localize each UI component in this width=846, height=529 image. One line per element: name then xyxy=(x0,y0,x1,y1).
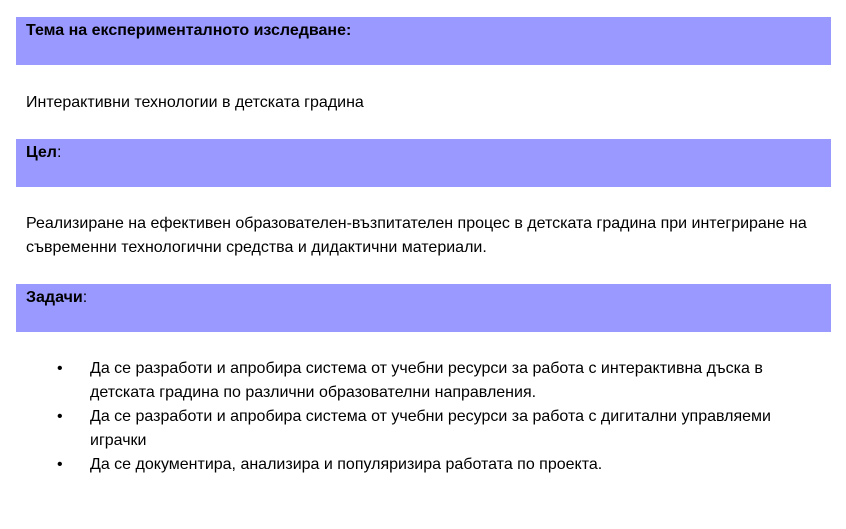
bullet-icon: • xyxy=(57,408,63,425)
goal-heading-colon: : xyxy=(56,144,62,161)
bullet-icon: • xyxy=(57,360,63,377)
goal-heading: Цел xyxy=(26,144,57,161)
goal-text: Реализиране на ефективен образователен-възпитателен процес в детската градина при интегриране на съвременни технологични средства и дидактични материали. xyxy=(26,215,807,256)
list-item xyxy=(55,357,795,405)
topic-heading-band xyxy=(16,17,831,65)
task-text: Да се разработи и апробира система от учебни ресурси за работа с интерактивна дъска в детската градина по различни образователни направления. xyxy=(90,360,763,401)
task-text: Да се документира, анализира и популяризира работата по проекта. xyxy=(90,456,603,473)
tasks-heading: Задачи xyxy=(26,289,83,306)
goal-heading-band xyxy=(16,139,831,187)
tasks-list xyxy=(55,357,795,477)
list-item xyxy=(55,405,795,453)
list-item xyxy=(55,453,795,477)
topic-text: Интерактивни технологии в детската градина xyxy=(26,94,364,111)
task-text: Да се разработи и апробира система от учебни ресурси за работа с дигитални управляеми играчки xyxy=(90,408,771,449)
tasks-heading-colon: : xyxy=(82,289,88,306)
tasks-heading-band xyxy=(16,284,831,332)
topic-heading: Тема на експерименталното изследване: xyxy=(26,22,352,39)
bullet-icon: • xyxy=(57,456,63,473)
